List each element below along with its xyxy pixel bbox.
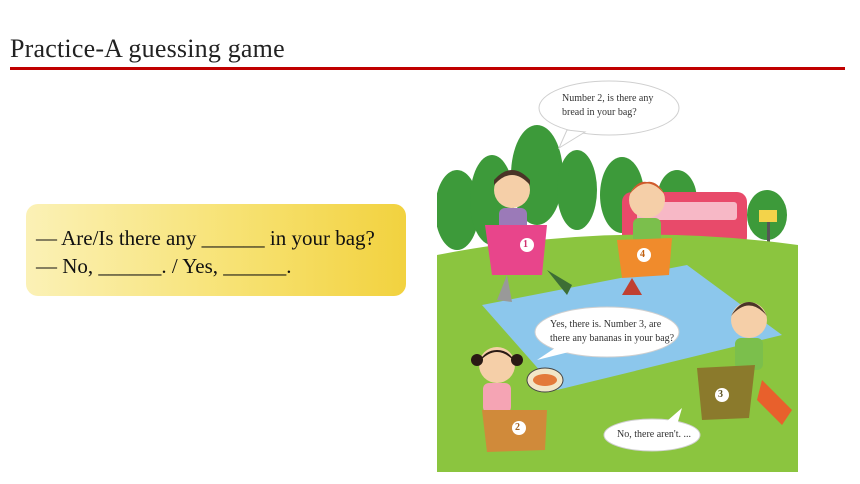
bag-number-3: 3 bbox=[718, 389, 723, 400]
bubble-1-text bbox=[562, 92, 653, 120]
bubble-1-line-2: bread in your bag? bbox=[562, 107, 637, 118]
bag-number-1: 1 bbox=[523, 239, 528, 250]
dialogue-question: — Are/Is there any ______ in your bag? bbox=[36, 226, 375, 250]
bubble-2-line-2: there any bananas in your bag? bbox=[550, 333, 675, 344]
dialogue-box bbox=[26, 204, 406, 296]
picnic-scene bbox=[437, 80, 798, 472]
bag-number-4: 4 bbox=[640, 249, 645, 260]
bubble-3-text bbox=[617, 428, 691, 442]
bag-1 bbox=[485, 225, 547, 275]
dialogue-answer: — No, ______. / Yes, ______. bbox=[36, 254, 292, 278]
bubble-2-text bbox=[550, 318, 674, 346]
bubble-1-line-1: Number 2, is there any bbox=[562, 93, 654, 104]
title-underline bbox=[10, 67, 845, 70]
bubble-3-line-1: No, there aren't. ... bbox=[617, 429, 691, 440]
page-title: Practice-A guessing game bbox=[10, 34, 285, 63]
bag-number-2: 2 bbox=[515, 422, 520, 433]
bubble-2-line-1: Yes, there is. Number 3, are bbox=[550, 319, 662, 330]
picnic-illustration bbox=[437, 80, 798, 472]
